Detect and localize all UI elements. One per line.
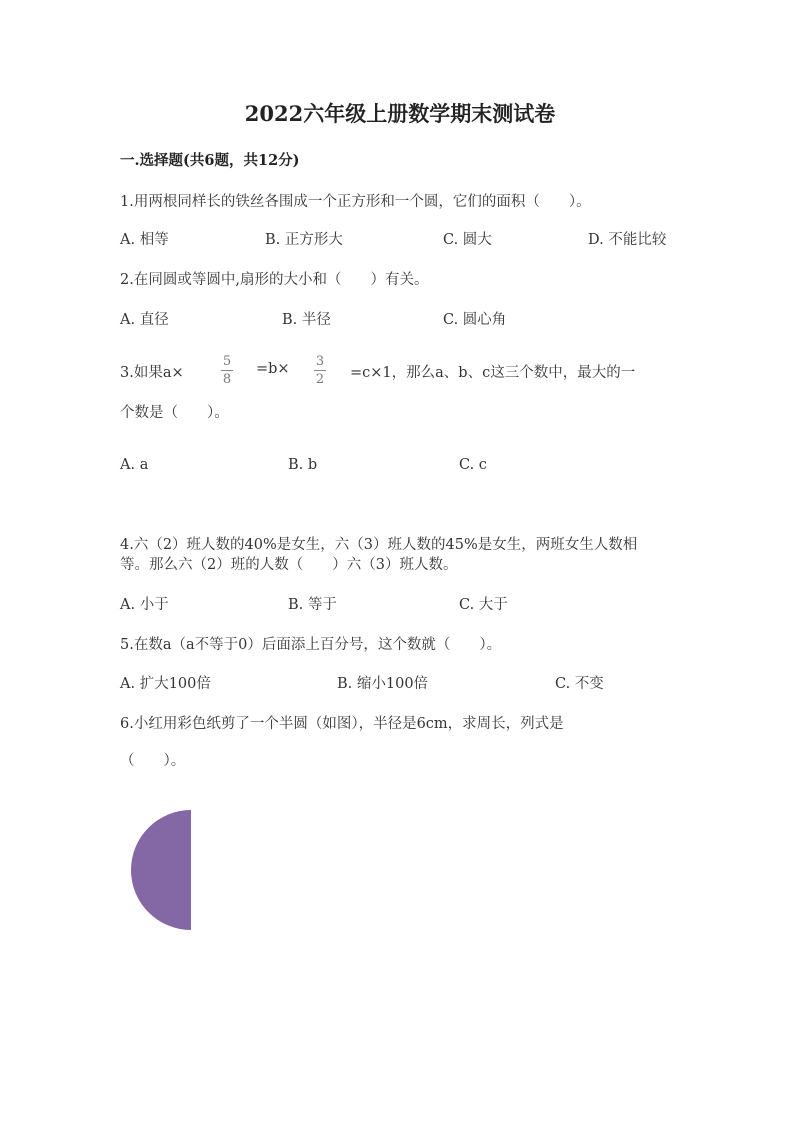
question-3-part1: 3.如果a× <box>120 365 184 381</box>
question-1-text: 1.用两根同样长的铁丝各围成一个正方形和一个圆，它们的面积（ ）。 <box>120 194 591 210</box>
question-1-option-d[interactable]: D. 不能比较 <box>588 232 667 248</box>
fraction-numerator: 5 <box>222 354 232 369</box>
question-5-option-b[interactable]: B. 缩小100倍 <box>337 676 429 692</box>
question-6-line1: 6.小红用彩色纸剪了一个半圆（如图），半径是6cm，求周长，列式是 <box>120 716 564 732</box>
section-heading: 一.选择题(共6题，共12分) <box>120 152 300 169</box>
question-1-option-c[interactable]: C. 圆大 <box>443 232 492 248</box>
question-3-line2: 个数是（ ）。 <box>120 405 229 421</box>
fraction-bar <box>314 370 326 371</box>
question-2-text: 2.在同圆或等圆中,扇形的大小和（ ）有关。 <box>120 272 429 288</box>
question-2-option-a[interactable]: A. 直径 <box>120 312 169 328</box>
question-3-part3: =c×1，那么a、b、c这三个数中，最大的一 <box>350 365 636 381</box>
fraction-numerator: 3 <box>315 354 325 369</box>
question-3-option-c[interactable]: C. c <box>459 457 487 473</box>
question-3-option-b[interactable]: B. b <box>288 457 318 473</box>
question-5-text: 5.在数a（a不等于0）后面添上百分号，这个数就（ ）。 <box>120 637 502 653</box>
question-4-line1: 4.六（2）班人数的40%是女生，六（3）班人数的45%是女生，两班女生人数相 <box>120 537 638 553</box>
fraction-bar <box>221 370 233 371</box>
question-5-option-c[interactable]: C. 不变 <box>555 676 604 692</box>
question-4-option-a[interactable]: A. 小于 <box>120 597 169 613</box>
question-4-option-c[interactable]: C. 大于 <box>459 597 508 613</box>
question-6-line2: （ ）。 <box>120 753 186 769</box>
question-2-option-c[interactable]: C. 圆心角 <box>443 312 507 328</box>
question-1-option-a[interactable]: A. 相等 <box>120 232 169 248</box>
fraction-denominator: 8 <box>222 372 232 387</box>
question-4-line2: 等。那么六（2）班的人数（ ）六（3）班人数。 <box>120 557 458 573</box>
semicircle-figure <box>120 800 200 940</box>
fraction-5-8 <box>219 354 235 387</box>
question-1-option-b[interactable]: B. 正方形大 <box>265 232 343 248</box>
fraction-3-2 <box>312 354 328 387</box>
question-2-option-b[interactable]: B. 半径 <box>282 312 331 328</box>
page-title: 2022六年级上册数学期末测试卷 <box>244 101 556 126</box>
question-3-part2: =b× <box>256 361 290 377</box>
question-5-option-a[interactable]: A. 扩大100倍 <box>120 676 211 692</box>
semicircle-shape <box>131 810 191 930</box>
question-3-option-a[interactable]: A. a <box>120 457 149 473</box>
fraction-denominator: 2 <box>315 372 325 387</box>
question-4-option-b[interactable]: B. 等于 <box>288 597 337 613</box>
